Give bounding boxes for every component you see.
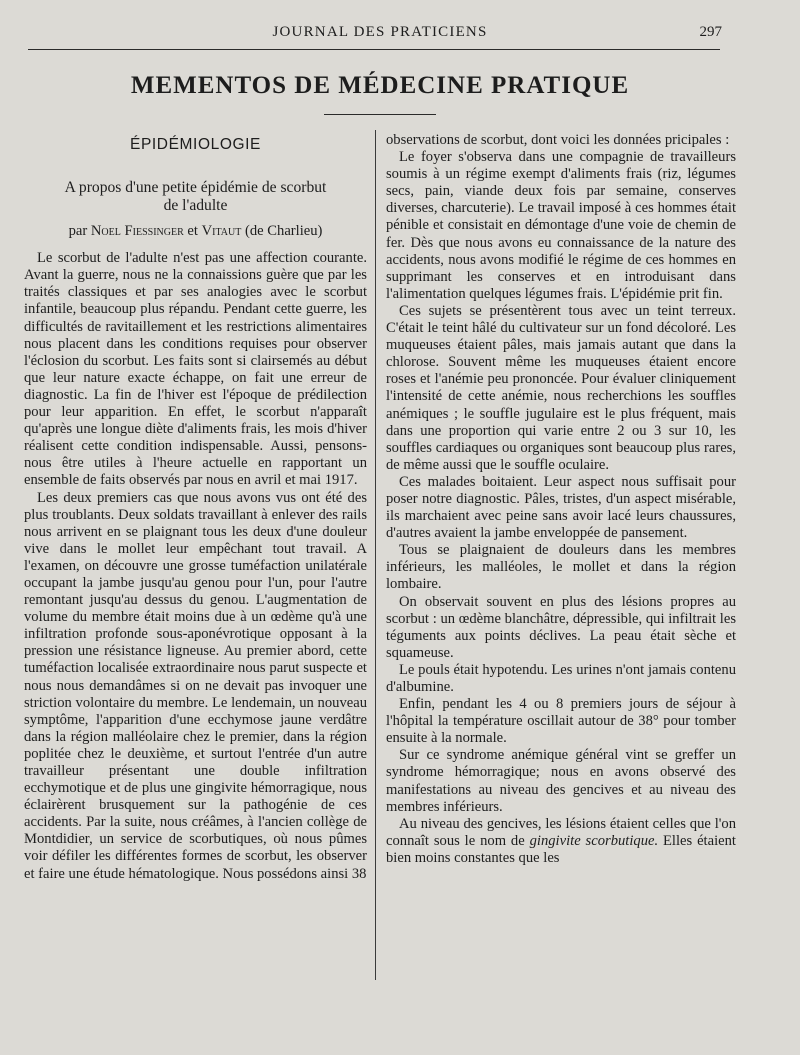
paragraph: Ces sujets se présentèrent tous avec un teint terreux. C'était le teint hâlé du cultivateur sur un fond décoloré. Les muqueuses étaient pâles, mais jamais autant que dans la chlorose. Souvent même les muqueuses étaient encore roses et l'anémie peu prononcée. Pour évaluer cliniquement l'intensité de cette anémie, nous recherchions les souffles anémiques ; le souffle jugulaire est le plus fréquent, mais dans une proportion qui varie entre 2 ou 3 sur 10, les souffles cardiaques ou organiques sont beaucoup plus rares, de même aussi que le souffle oculaire. <box>386 302 736 473</box>
column-divider <box>375 130 376 980</box>
paragraph: Le foyer s'observa dans une compagnie de travailleurs soumis à un régime exempt d'aliments frais (riz, légumes secs, pain, viande deux fois par semaine, conserves diverses, charcuterie). Le travail imposé à ces hommes était pénible et consistait en démontage d'une voie de chemin de fer. Dès que nous avons eu connaissance de la nature des accidents, nous avons modifié le régime de ces hommes en supprimant les conserves et en introduisant dans l'alimentation quelques légumes frais. L'épidémie prit fin. <box>386 149 736 302</box>
paragraph: Sur ce syndrome anémique général vint se greffer un syndrome hémorragique; nous en avons observé des manifestations au niveau des gencives et au niveau des membres inférieurs. <box>386 747 736 815</box>
paragraph-italic-term: gingivite scorbutique. <box>529 832 659 849</box>
author-1: Noel Fiessinger <box>90 223 184 240</box>
right-column <box>386 132 736 867</box>
paragraph <box>386 816 736 867</box>
running-head <box>0 24 800 46</box>
section-heading: ÉPIDÉMIOLOGIE <box>130 136 261 153</box>
author-2: Vitaut <box>201 223 242 240</box>
byline-by: par <box>68 223 88 240</box>
main-title: MEMENTOS DE MÉDECINE PRATIQUE <box>130 72 630 99</box>
paragraph: Enfin, pendant les 4 ou 8 premiers jours de séjour à l'hôpital la température oscillait autour de 38° pour tomber ensuite à la normale. <box>386 696 736 747</box>
paragraph: Le pouls était hypotendu. Les urines n'ont jamais contenu d'albumine. <box>386 661 736 695</box>
article-title <box>24 179 367 215</box>
paragraph: Le scorbut de l'adulte n'est pas une affection courante. Avant la guerre, nous ne la connaissions guère que par les traités classiques et par ses analogies avec le scorbut infantile, beaucoup plus répandu. Pendant cette guerre, les difficultés de ravitaillement et les restrictions alimentaires nous placent dans les conditions requises pour observer l'éclosion du scorbut. Les faits sont si clairsemés au début que leur nature exacte échappe, on fait une erreur de diagnostic. La fin de l'hiver est l'époque de prédilection pour leur apparition. En effet, le scorbut n'apparaît qu'après une longue diète d'aliments frais, les mois d'hiver réalisent cette condition indispensable. Aussi, pensons-nous être utiles à l'heure actuelle en rapportant un ensemble de faits observés par nous en avril et mai 1917. <box>24 250 367 489</box>
title-rule <box>324 114 436 115</box>
author-location: (de Charlieu) <box>245 223 323 240</box>
header-rule <box>28 49 720 50</box>
paragraph: Ces malades boitaient. Leur aspect nous suffisait pour poser notre diagnostic. Pâles, tristes, d'un aspect misérable, ils marchaient avec peine sans avoir lacé leurs chaussures, d'autres avaient la jambe enveloppée de pansement. <box>386 473 736 542</box>
journal-title: JOURNAL DES PRATICIENS <box>272 24 488 40</box>
left-column <box>24 132 367 883</box>
paragraph: On observait souvent en plus des lésions propres au scorbut : un œdème blanchâtre, dépressible, qui infiltrait les téguments aux points déclives. La peau était sèche et squameuse. <box>386 593 736 661</box>
paragraph-text: Au niveau des gencives, les lésions étaient celles que l'on connaît sous le nom de <box>386 815 736 849</box>
paragraph: observations de scorbut, dont voici les données pricipales : <box>386 132 730 148</box>
byline-and: et <box>187 223 198 240</box>
paragraph: Tous se plaignaient de douleurs dans les membres inférieurs, les malléoles, le mollet et dans la région lombaire. <box>386 542 736 593</box>
paragraph-text: Elles étaient bien moins constantes que les <box>386 832 736 866</box>
paragraph: Les deux premiers cas que nous avons vus ont été des plus troublants. Deux soldats travaillant à enlever des rails nous arrivent en se plaignant tous les deux d'une douleur vive dans le mollet leur empêchant tout travail. A l'examen, on découvre une grosse tuméfaction unilatérale occupant la jambe jusqu'au genou pour l'un, pour l'autre remontant jusqu'au dessus du genou. L'augmentation de volume du membre était moins due à un œdème qu'à une infiltration profonde sous-aponévrotique opposant à la pression une résistance ligneuse. Au premier abord, cette tuméfaction localisée extraordinaire nous parut suspecte et nous nous demandâmes si on ne devait pas invoquer une striction volontaire du membre. Le lendemain, un nouveau symptôme, l'apparition d'une ecchymose jaune verdâtre dans la région malléolaire chez le premier, dans la région poplitée chez le deuxième, et surtout l'entrée d'un autre travailleur présentant une double infiltration ecchymotique et de plus une gingivite hémorragique, nous éclairèrent brusquement sur la pathogénie de ces accidents. Par la suite, nous créâmes, à l'ancien collège de Montdidier, un service de scorbutiques, où nous pûmes voir défiler les différentes formes de scorbut, les observer et faire une étude hématologique. Nous possédons ainsi 38 <box>24 489 367 882</box>
page-number: 297 <box>699 24 722 40</box>
byline <box>24 223 367 240</box>
article-title-line-2: de l'adulte <box>163 197 228 215</box>
article-title-line-1: A propos d'une petite épidémie de scorbut <box>64 179 327 197</box>
